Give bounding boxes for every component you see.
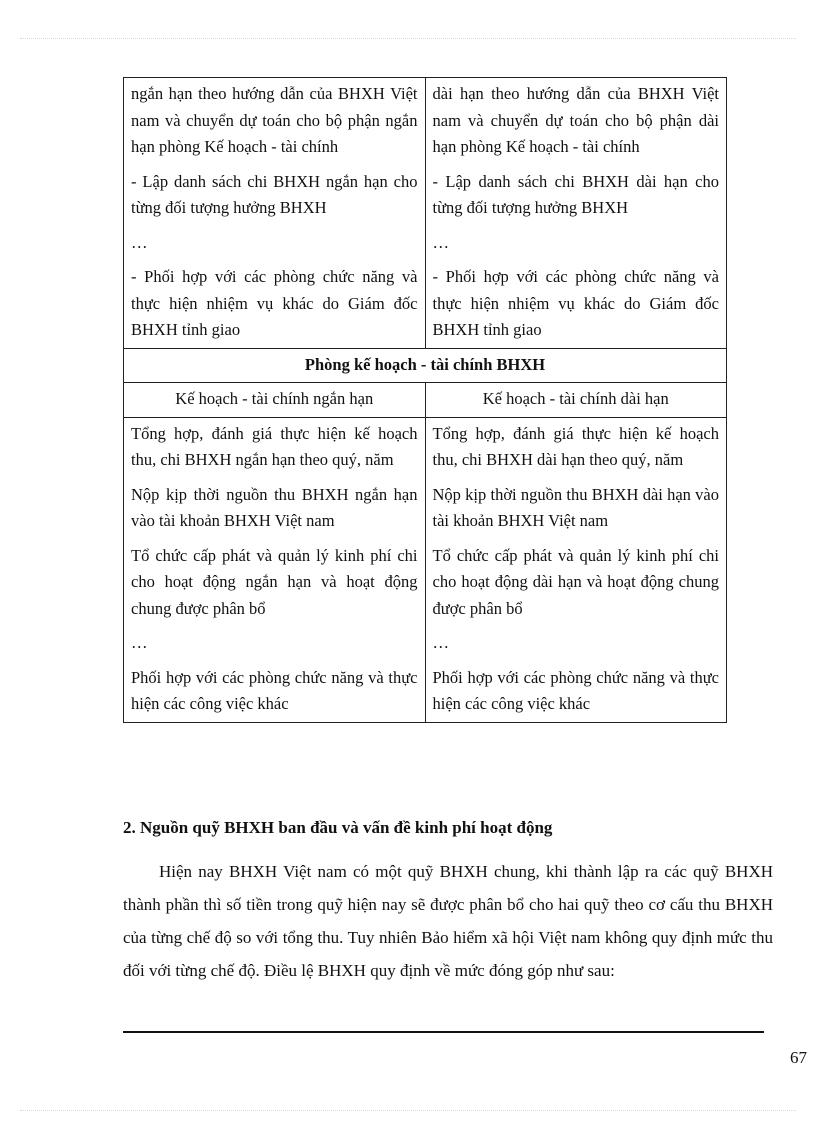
cell-paragraph: … (432, 232, 449, 252)
page-top-border (20, 38, 796, 39)
cell-paragraph: Tổ chức cấp phát và quản lý kinh phí chi cho hoạt động dài hạn và hoạt động chung được phân bổ (432, 545, 719, 618)
cell-paragraph: - Lập danh sách chi BHXH ngắn hạn cho từng đối tượng hưởng BHXH (131, 171, 418, 217)
cell-paragraph: Phối hợp với các phòng chức năng và thực hiện các công việc khác (131, 667, 418, 713)
cell-paragraph: ngắn hạn theo hướng dẫn của BHXH Việt nam và chuyển dự toán cho bộ phận ngắn hạn phòng Kế hoạch - tài chính (131, 84, 418, 156)
cell-paragraph: Nộp kịp thời nguồn thu BHXH dài hạn vào tài khoản BHXH Việt nam (432, 484, 719, 530)
table-cell-left (124, 78, 426, 349)
cell-paragraph: … (131, 633, 148, 652)
body-paragraph: Hiện nay BHXH Việt nam có một quỹ BHXH chung, khi thành lập ra các quỹ BHXH thành phần thì số tiền trong quỹ hiện nay sẽ được phân bổ cho hai quỹ theo cơ cấu thu BHXH của từng chế độ so với tổng thu. Tuy nhiên Bảo hiểm xã hội Việt nam không quy định mức thu đối với từng chế độ. Điều lệ BHXH quy định về mức đóng góp như sau: (123, 862, 773, 980)
cell-paragraph: - Lập danh sách chi BHXH dài hạn cho từng đối tượng hưởng BHXH (432, 171, 719, 217)
cell-paragraph: dài hạn theo hướng dẫn của BHXH Việt nam và chuyển dự toán cho bộ phận dài hạn phòng Kế hoạch - tài chính (432, 84, 719, 156)
table-cell-left (124, 417, 426, 722)
section-heading: 2. Nguồn quỹ BHXH ban đầu và vấn đề kinh phí hoạt động (123, 818, 553, 837)
cell-paragraph: Tổ chức cấp phát và quản lý kinh phí chi cho hoạt động ngắn hạn và hoạt động chung được phân bổ (131, 545, 418, 618)
table-subheader-right: Kế hoạch - tài chính dài hạn (425, 383, 727, 418)
table-row (124, 383, 727, 418)
cell-paragraph: Nộp kịp thời nguồn thu BHXH ngắn hạn vào tài khoản BHXH Việt nam (131, 484, 418, 530)
table-merged-header: Phòng kế hoạch - tài chính BHXH (124, 348, 727, 383)
table-subheader-left: Kế hoạch - tài chính ngắn hạn (124, 383, 426, 418)
cell-paragraph: … (131, 232, 148, 252)
cell-paragraph: … (432, 633, 449, 652)
responsibility-table (123, 77, 727, 723)
table-row (124, 417, 727, 722)
cell-paragraph: Tổng hợp, đánh giá thực hiện kế hoạch thu, chi BHXH dài hạn theo quý, năm (432, 423, 719, 469)
footer-rule (123, 1031, 764, 1033)
cell-paragraph: Phối hợp với các phòng chức năng và thực hiện các công việc khác (432, 667, 719, 713)
cell-paragraph: Tổng hợp, đánh giá thực hiện kế hoạch thu, chi BHXH ngắn hạn theo quý, năm (131, 423, 418, 469)
page-number: 67 (790, 1048, 807, 1067)
table-row (124, 348, 727, 383)
table-cell-right (425, 78, 727, 349)
cell-paragraph: - Phối hợp với các phòng chức năng và thực hiện nhiệm vụ khác do Giám đốc BHXH tỉnh giao (432, 267, 719, 339)
page-bottom-border (20, 1110, 796, 1111)
table-row (124, 78, 727, 349)
table-cell-right (425, 417, 727, 722)
cell-paragraph: - Phối hợp với các phòng chức năng và thực hiện nhiệm vụ khác do Giám đốc BHXH tỉnh giao (131, 267, 418, 339)
